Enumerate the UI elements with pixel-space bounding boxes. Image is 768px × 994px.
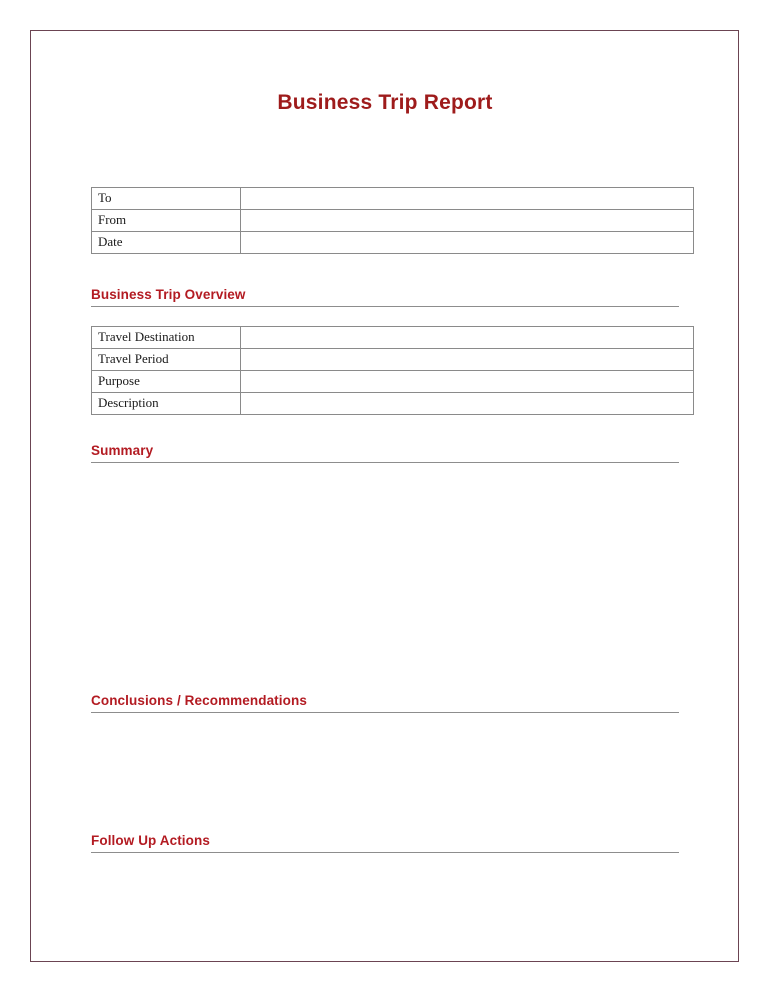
table-row — [92, 327, 694, 349]
table-row — [92, 232, 694, 254]
field-label-to: To — [92, 188, 241, 210]
field-label-purpose: Purpose — [92, 371, 241, 393]
conclusions-text-area[interactable] — [91, 713, 679, 833]
field-label-description: Description — [92, 393, 241, 415]
field-label-date: Date — [92, 232, 241, 254]
field-value-purpose[interactable] — [241, 371, 694, 393]
section-heading-summary: Summary — [91, 443, 154, 458]
table-row — [92, 349, 694, 371]
field-label-travel-destination: Travel Destination — [92, 327, 241, 349]
section-heading-business-trip-overview: Business Trip Overview — [91, 287, 246, 302]
document-content-area — [91, 31, 679, 961]
field-label-travel-period: Travel Period — [92, 349, 241, 371]
field-value-travel-destination[interactable] — [241, 327, 694, 349]
table-row — [92, 188, 694, 210]
field-value-date[interactable] — [241, 232, 694, 254]
field-value-to[interactable] — [241, 188, 694, 210]
page-border-frame — [30, 30, 739, 962]
section-follow-up-actions — [91, 833, 679, 973]
section-summary — [91, 443, 679, 693]
page-title: Business Trip Report — [277, 91, 493, 114]
section-conclusions-recommendations — [91, 693, 679, 833]
table-row — [92, 371, 694, 393]
field-label-from: From — [92, 210, 241, 232]
field-value-description[interactable] — [241, 393, 694, 415]
recipient-details-table — [91, 187, 694, 254]
summary-text-area[interactable] — [91, 463, 679, 693]
section-business-trip-overview — [91, 287, 679, 307]
section-divider-rule — [91, 306, 679, 307]
follow-up-actions-text-area[interactable] — [91, 853, 679, 973]
trip-overview-table — [91, 326, 694, 415]
table-row — [92, 210, 694, 232]
field-value-from[interactable] — [241, 210, 694, 232]
table-row — [92, 393, 694, 415]
field-value-travel-period[interactable] — [241, 349, 694, 371]
section-heading-follow-up-actions: Follow Up Actions — [91, 833, 210, 848]
section-heading-conclusions-recommendations: Conclusions / Recommendations — [91, 693, 307, 708]
